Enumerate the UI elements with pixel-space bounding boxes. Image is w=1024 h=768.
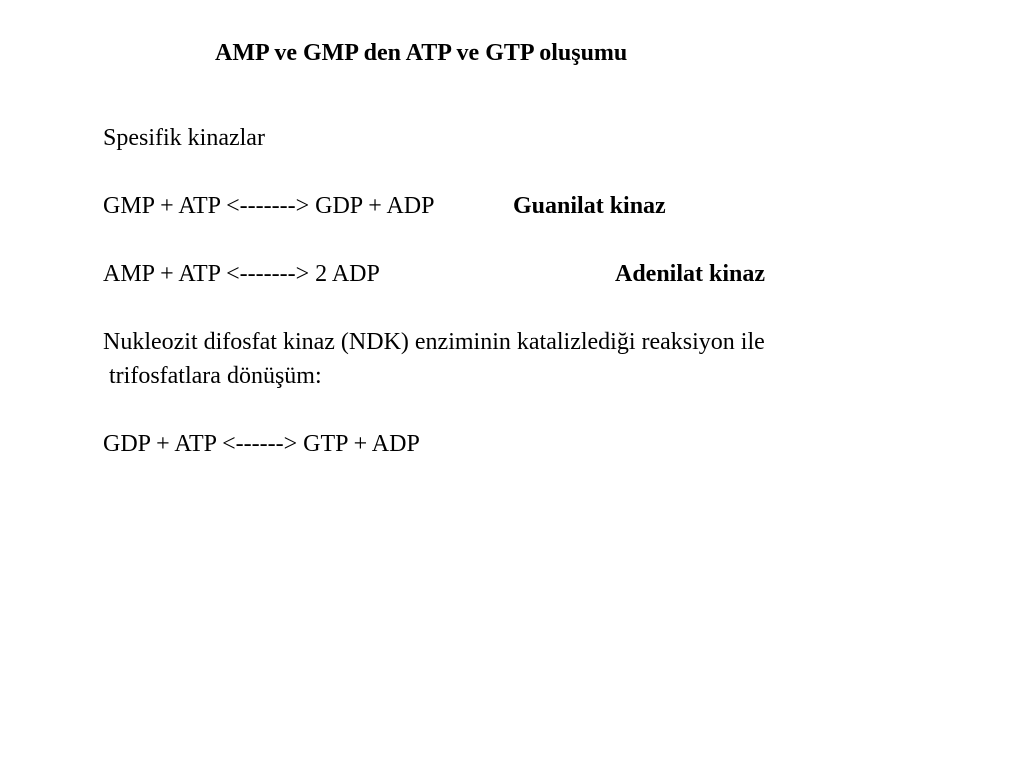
slide-title: AMP ve GMP den ATP ve GTP oluşumu bbox=[215, 40, 628, 66]
specific-kinases-heading: Spesifik kinazlar bbox=[103, 125, 265, 151]
adenylate-kinase-label: Adenilat kinaz bbox=[615, 261, 766, 287]
ndk-description-line-2: trifosfatlara dönüşüm: bbox=[109, 363, 322, 389]
ndk-reaction: GDP + ATP <------> GTP + ADP bbox=[103, 431, 420, 457]
guanylate-kinase-label: Guanilat kinaz bbox=[513, 193, 666, 219]
ndk-description-line-1: Nukleozit difosfat kinaz (NDK) enziminin katalizlediği reaksiyon ile bbox=[103, 329, 765, 355]
adenylate-kinase-reaction: AMP + ATP <-------> 2 ADP bbox=[103, 261, 380, 287]
guanylate-kinase-reaction: GMP + ATP <-------> GDP + ADP bbox=[103, 193, 435, 219]
